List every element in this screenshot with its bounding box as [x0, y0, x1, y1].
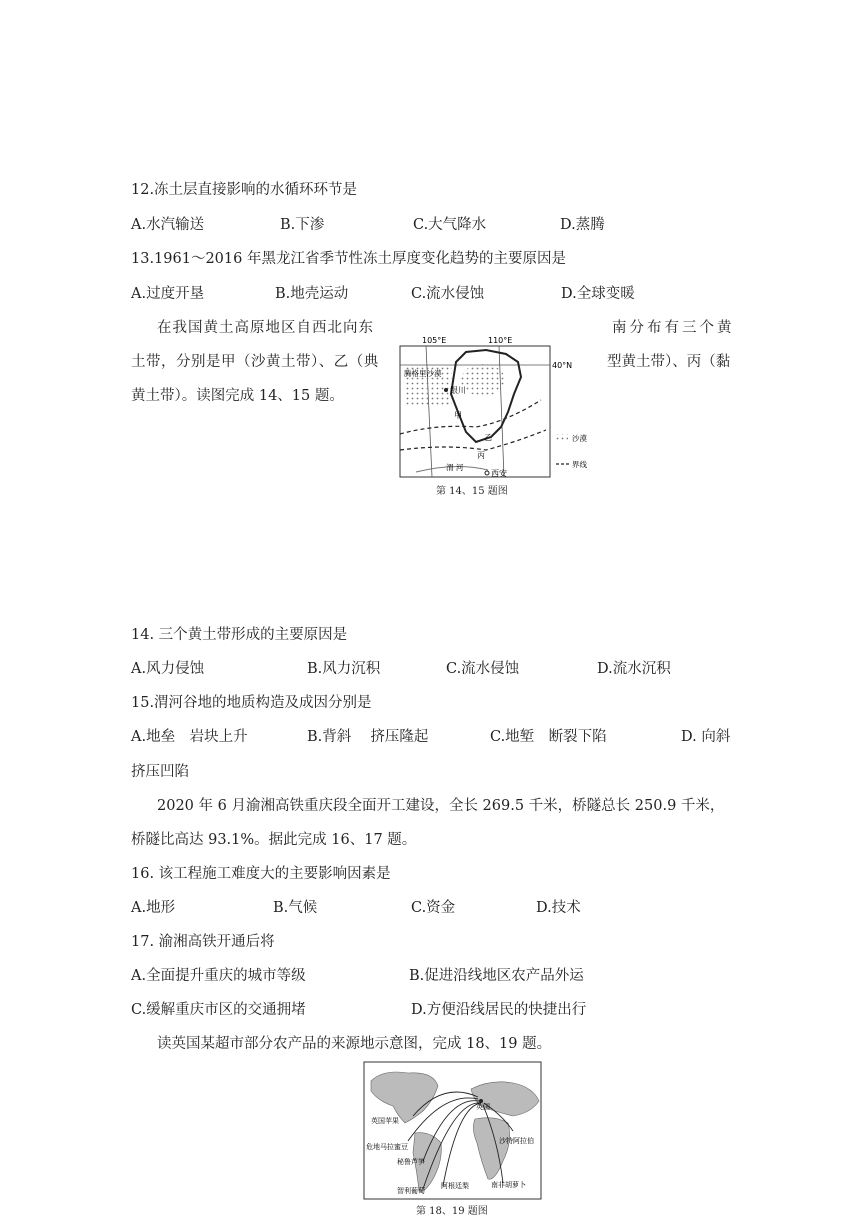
xian-label: 西安: [491, 469, 507, 478]
date-label: 沙特阿拉伯: [499, 1137, 534, 1145]
q14-option-b: B.风力沉积: [307, 661, 381, 677]
passage1-line2-left: 土带，分别是甲（沙黄土带）、乙（典: [131, 354, 379, 370]
q16-option-c: C.资金: [411, 900, 456, 916]
q15-option-b: B.背斜 挤压隆起: [307, 729, 429, 745]
longitude-110e-line: [499, 346, 504, 477]
passage2-line2: 桥隧比高达 93.1%。据此完成 16、17 题。: [131, 832, 417, 848]
q16-stem: 16. 该工程施工难度大的主要影响因素是: [131, 866, 391, 882]
q13-option-b: B.地壳运动: [275, 286, 349, 302]
boundary-jia-yi: [400, 400, 541, 434]
apple-label: 英国苹果: [371, 1117, 399, 1125]
passage1-line3: 黄土带）。读图完成 14、15 题。: [131, 388, 344, 404]
lon-105-label: 105°E: [422, 336, 447, 345]
q15-stem: 15.渭河谷地的地质构造及成因分别是: [131, 695, 372, 711]
lon-110-label: 110°E: [488, 336, 513, 345]
longitude-105e-line: [426, 346, 432, 477]
jia-label: 甲: [454, 411, 462, 420]
q13-stem: 13.1961～2016 年黑龙江省季节性冻土厚度变化趋势的主要原因是: [131, 251, 566, 267]
yinchuan-label: 银川: [450, 386, 466, 395]
legend-desert-label: 沙漠: [572, 434, 587, 443]
uk-label: 英国: [476, 1103, 490, 1111]
q17-option-d: D.方便沿线居民的快捷出行: [411, 1002, 587, 1018]
q15-option-d-cont: 挤压凹陷: [131, 764, 189, 780]
bing-label: 丙: [477, 451, 485, 460]
q16-option-d: D.技术: [536, 900, 581, 916]
q15-option-a: A.地垒 岩块上升: [131, 729, 248, 745]
q12-option-c: C.大气降水: [413, 217, 487, 233]
yi-label: 乙: [484, 433, 492, 442]
yinchuan-dot: [444, 388, 448, 392]
lat-40-label: 40°N: [552, 361, 573, 370]
legend-line-label: 界线: [572, 460, 587, 469]
yellow-river-loop: [451, 350, 521, 442]
passage2-line1: 2020 年 6 月渝湘高铁重庆段全面开工建设，全长 269.5 千米，桥隧总长 250.9 千米，: [157, 798, 725, 814]
produce-source-map: [363, 1061, 543, 1201]
grape-label: 智利葡萄: [397, 1187, 425, 1195]
pear-label: 阿根廷梨: [441, 1182, 469, 1190]
q12-option-d: D.蒸腾: [560, 217, 605, 233]
q14-stem: 14. 三个黄土带形成的主要原因是: [131, 627, 348, 643]
desert-label: 腾格里沙漠: [404, 369, 442, 378]
xian-dot: [485, 471, 489, 475]
q12-stem: 12.冻土层直接影响的水循环环节是: [131, 182, 358, 198]
q13-option-d: D.全球变暖: [561, 286, 635, 302]
legend-desert-swatch: [556, 434, 568, 442]
q15-option-c: C.地堑 断裂下陷: [490, 729, 607, 745]
q13-option-a: A.过度开垦: [131, 286, 205, 302]
q17-option-c: C.缓解重庆市区的交通拥堵: [131, 1002, 306, 1018]
q14-option-d: D.流水沉积: [597, 661, 671, 677]
bean-label: 危地马拉蜜豆: [366, 1143, 408, 1151]
passage1-line1-left: 在我国黄土高原地区自西北向东: [157, 320, 374, 336]
q17-option-a: A.全面提升重庆的城市等级: [131, 968, 306, 984]
q12-option-a: A.水汽输送: [131, 217, 205, 233]
q14-option-c: C.流水侵蚀: [446, 661, 520, 677]
map2-caption: 第 18、19 题图: [416, 1206, 488, 1217]
passage1-line1-right: 南分布有三个黄: [612, 320, 735, 336]
q12-option-b: B.下渗: [280, 217, 325, 233]
q17-stem: 17. 渝湘高铁开通后将: [131, 934, 275, 950]
wei-river-label: 渭 河: [446, 463, 464, 472]
q14-option-a: A.风力侵蚀: [131, 661, 205, 677]
q15-option-d: D. 向斜: [681, 729, 731, 745]
q16-option-a: A.地形: [131, 900, 176, 916]
mu-us-desert-area: [461, 364, 505, 396]
q13-option-c: C.流水侵蚀: [411, 286, 485, 302]
loess-plateau-map: [396, 332, 606, 482]
q16-option-b: B.气候: [273, 900, 318, 916]
asparagus-label: 秘鲁芦笋: [397, 1158, 425, 1166]
q17-option-b: B.促进沿线地区农产品外运: [409, 968, 584, 984]
passage1-line2-right: 型黄土带）、丙（黏: [607, 354, 731, 370]
passage3-line1: 读英国某超市部分农产品的来源地示意图，完成 18、19 题。: [157, 1036, 552, 1052]
map1-caption: 第 14、15 题图: [436, 486, 508, 497]
carrot-label: 南非胡萝卜: [491, 1181, 526, 1189]
